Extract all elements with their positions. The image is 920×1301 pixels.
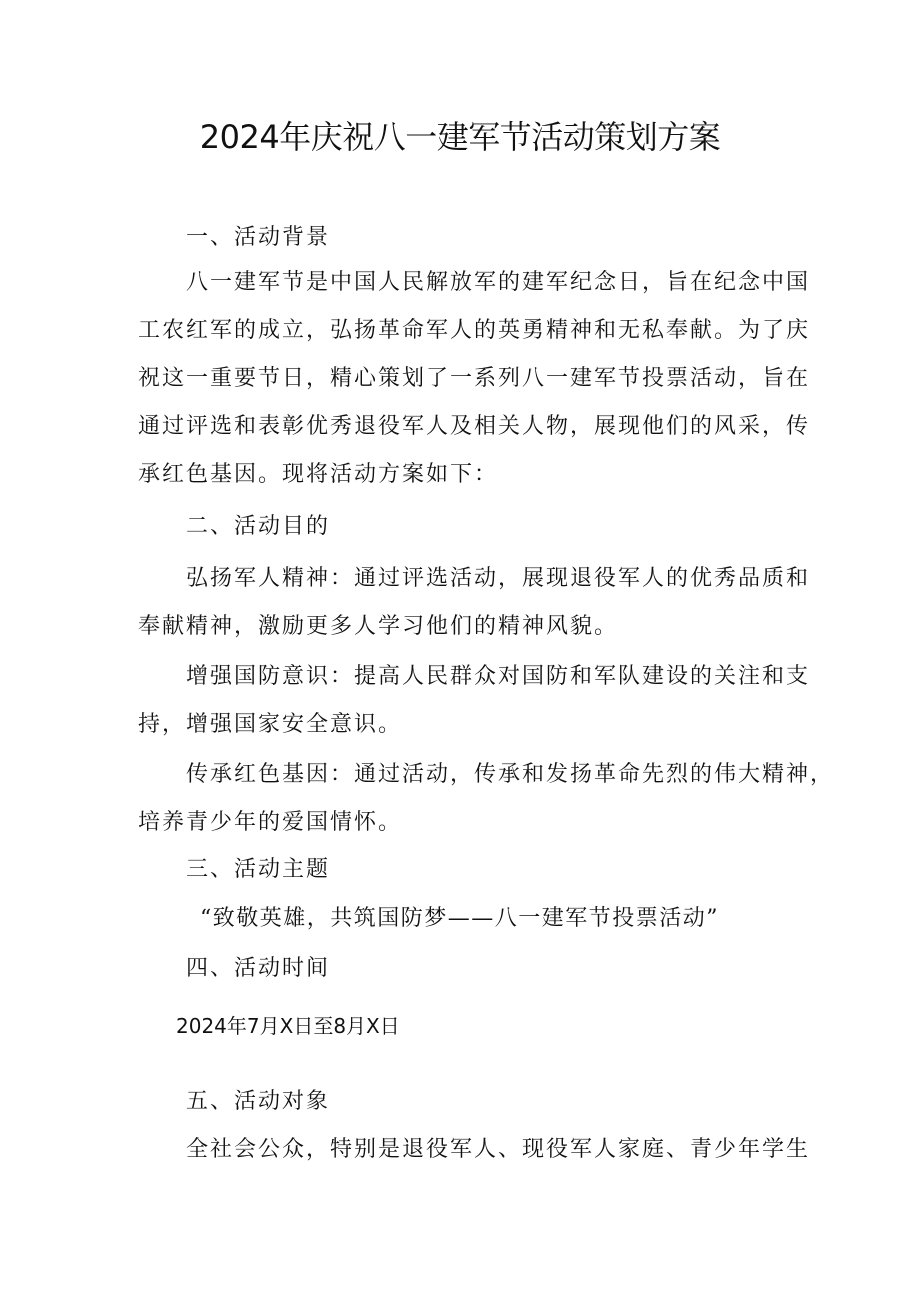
target-audience-text: 全社会公众，特别是退役军人、现役军人家庭、青少年学生: [186, 1137, 811, 1162]
section-heading-purpose: 二、活动目的: [186, 514, 331, 539]
activity-date: 2024年7月X日至8月X日: [176, 1014, 400, 1038]
section-heading-background: 一、活动背景: [186, 225, 331, 250]
purpose-paragraph-defense-awareness: [138, 653, 811, 749]
activity-theme: “致敬英雄，共筑国防梦——八一建军节投票活动”: [200, 906, 719, 931]
paragraph-line: 培养青少年的爱国情怀。: [138, 810, 403, 835]
paragraph-line: 祝这一重要节日，精心策划了一系列八一建军节投票活动，旨在: [138, 366, 811, 391]
purpose-paragraph-red-gene: [138, 751, 835, 847]
paragraph-line: 八一建军节是中国人民解放军的建军纪念日，旨在纪念中国: [186, 270, 811, 295]
paragraph-line: 工农红军的成立，弘扬革命军人的英勇精神和无私奉献。为了庆: [138, 318, 811, 343]
paragraph-line: 传承红色基因：通过活动，传承和发扬革命先烈的伟大精神，: [186, 762, 835, 787]
section-heading-theme: 三、活动主题: [186, 857, 331, 882]
section-heading-target: 五、活动对象: [186, 1089, 331, 1114]
document-title: 2024年庆祝八一建军节活动策划方案: [199, 118, 721, 156]
paragraph-line: 通过评选和表彰优秀退役军人及相关人物，展现他们的风采，传: [138, 414, 811, 439]
paragraph-line: 增强国防意识：提高人民群众对国防和军队建设的关注和支: [186, 664, 811, 689]
purpose-paragraph-military-spirit: [138, 555, 811, 651]
paragraph-line: 奉献精神，激励更多人学习他们的精神风貌。: [138, 614, 619, 639]
paragraph-line: 承红色基因。现将活动方案如下：: [138, 462, 499, 487]
section-heading-time: 四、活动时间: [186, 956, 331, 981]
paragraph-line: 弘扬军人精神：通过评选活动，展现退役军人的优秀品质和: [186, 566, 811, 591]
background-paragraph: [138, 259, 811, 499]
paragraph-line: 持，增强国家安全意识。: [138, 712, 403, 737]
